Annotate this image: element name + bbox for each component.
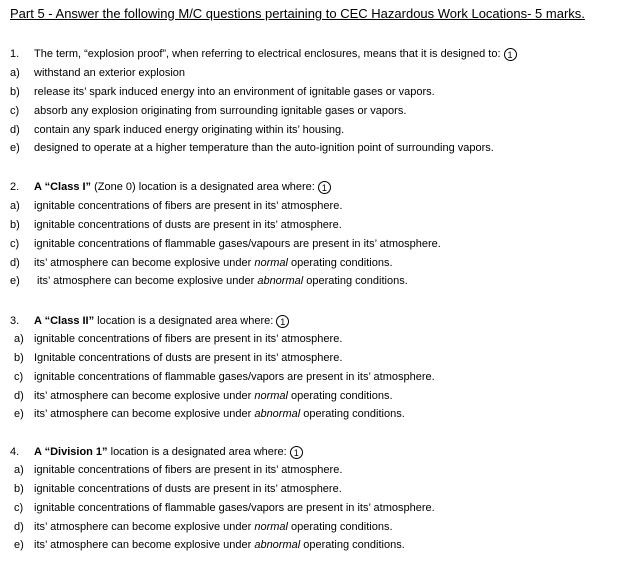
question-number: 1.	[10, 48, 20, 60]
question-text: The term, “explosion proof”, when referring to electrical enclosures, means that it is designed to: 1	[34, 47, 517, 61]
question-number: 4.	[10, 446, 20, 458]
question-text: A “Class II” location is a designated area where: 1	[34, 314, 289, 328]
question-text: A “Class I” (Zone 0) location is a designated area where: 1	[34, 180, 331, 194]
mark-value-icon: 1	[276, 315, 289, 328]
question-number: 2.	[10, 181, 20, 193]
question-number: 3.	[10, 315, 20, 327]
mark-value-icon: 1	[290, 446, 303, 459]
question-text: A “Division 1” location is a designated area where: 1	[34, 445, 303, 459]
mark-value-icon: 1	[318, 181, 331, 194]
page-title: Part 5 - Answer the following M/C questions pertaining to CEC Hazardous Work Locations- 5 marks.	[10, 6, 585, 21]
mark-value-icon: 1	[504, 48, 517, 61]
